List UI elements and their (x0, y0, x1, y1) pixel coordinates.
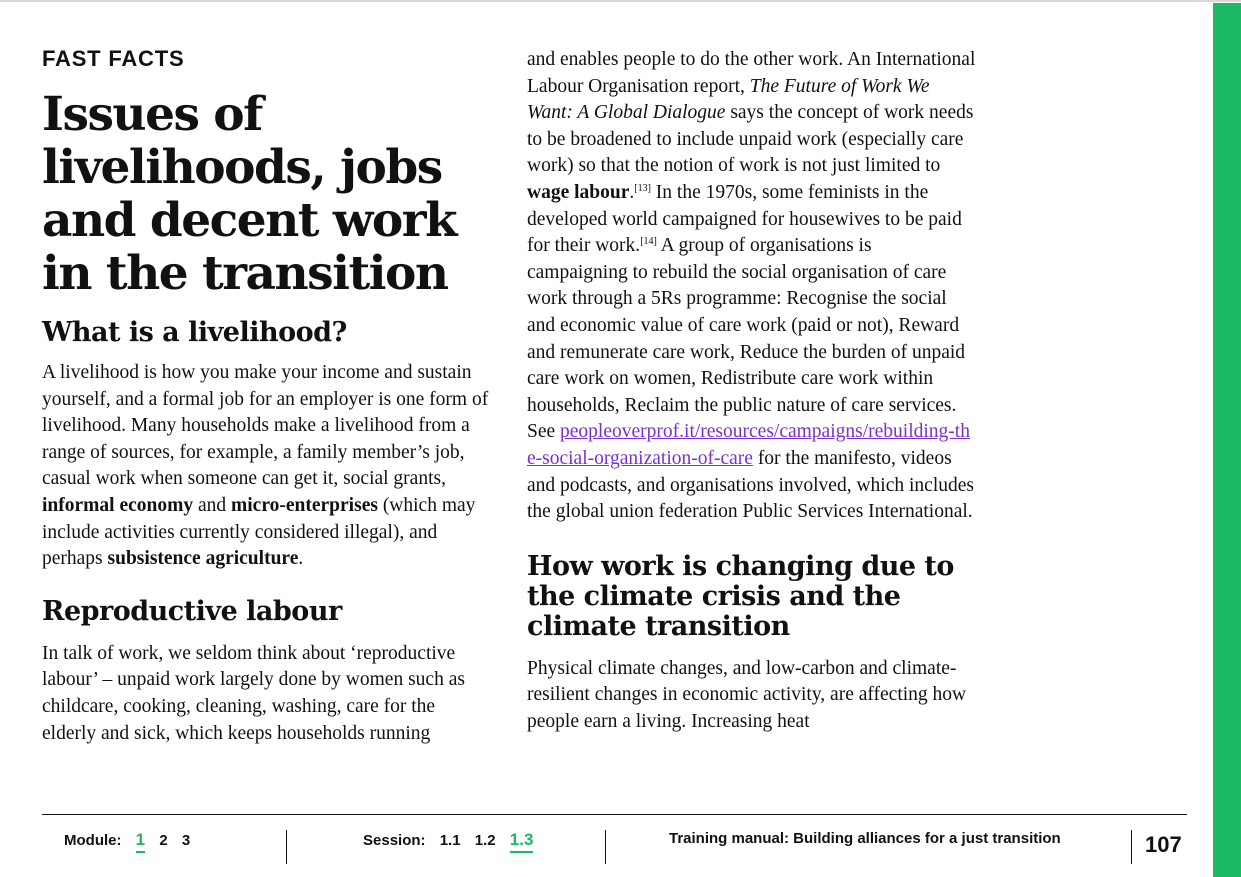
paragraph-livelihood (42, 360, 492, 573)
term-micro-enterprises: micro-enterprises (231, 494, 378, 516)
title-line: and decent work (42, 193, 457, 248)
session-nav (363, 830, 533, 853)
right-column (527, 47, 977, 735)
heading-livelihood: What is a livelihood? (42, 317, 347, 348)
paragraph-climate-work: Physical climate changes, and low-carbon and climate-resilient changes in economic activity, are affecting how people earn a living. Increasing heat (527, 657, 967, 732)
care-campaign-link[interactable]: peopleoverprof.it/resources/campaigns/rebuilding-the-social-organization-of-care (527, 421, 970, 469)
accent-sidebar (1213, 3, 1241, 877)
text-run: and (193, 494, 232, 516)
text-run: . (629, 181, 635, 203)
text-run: A group of organisations is campaigning to rebuild the social organisation of care work through a 5Rs programme: Recognise the social and economic value of care work (paid or not), Reward and remunerate care work, Reduce the burden of unpaid care work on women, Redistribute care work within households, Reclaim the public nature of care services. See (527, 235, 966, 443)
heading-reproductive-labour: Reproductive labour (42, 595, 342, 627)
report-title: The Future of Work We Want: A Global Dialogue (527, 75, 930, 124)
module-link-2[interactable]: 2 (159, 832, 168, 849)
session-label: Session: (363, 832, 426, 849)
title-line: in the transition (42, 246, 448, 301)
term-informal-economy: informal economy (42, 494, 194, 516)
manual-title: Training manual: Building alliances for a just transition (669, 830, 1061, 847)
session-link-1-2[interactable]: 1.2 (474, 832, 496, 849)
session-link-1-3[interactable]: 1.3 (510, 830, 534, 853)
section-kicker: FAST FACTS (42, 46, 185, 71)
text-run: for the manifesto, videos and podcasts, and organisations involved, which includes the global union federation Public Services International. (527, 447, 974, 523)
text-run: (which may include activities currently considered illegal), and perhaps (42, 494, 476, 570)
text-run: A livelihood is how you make your income and sustain yourself, and a formal job for an employer is one form of livelihood. Many households make a livelihood from a range of sources, for example, a family member’s job, casual work when someone can get it, social grants, (42, 362, 489, 490)
text-run: says the concept of work needs to be broadened to include unpaid work (especially care work) so that the notion of work is not just limited to (527, 102, 974, 177)
paragraph-care-work (527, 47, 977, 526)
term-wage-labour: wage labour (527, 181, 630, 203)
heading-climate-work: How work is changing due to the climate crisis and the climate transition (527, 550, 954, 642)
title-line: livelihoods, jobs (42, 140, 442, 195)
left-column (42, 44, 492, 747)
footer-rule (42, 814, 1187, 815)
text-run: In the 1970s, some feminists in the developed world campaigned for housewives to be paid for their work. (527, 181, 962, 257)
module-nav (64, 830, 190, 853)
page-number: 107 (1145, 832, 1182, 857)
paragraph-reproductive-labour: In talk of work, we seldom think about ‘reproductive labour’ – unpaid work largely done by women such as childcare, cooking, cleaning, washing, care for the elderly and sick, which keeps households running (42, 642, 465, 744)
text-run: and enables people to do the other work. An International Labour Organisation report, (527, 49, 976, 97)
module-link-3[interactable]: 3 (181, 832, 191, 849)
session-link-1-1[interactable]: 1.1 (439, 832, 461, 849)
module-link-1[interactable]: 1 (136, 830, 145, 853)
footer-divider (1131, 830, 1132, 864)
module-label: Module: (64, 832, 122, 849)
page-title (42, 88, 492, 300)
title-line: Issues of (42, 87, 262, 142)
footer-divider (605, 830, 606, 864)
top-rule (0, 0, 1241, 2)
footnote-ref-13[interactable]: [13] (634, 182, 651, 194)
text-run: . (298, 548, 304, 570)
footer-divider (286, 830, 287, 864)
term-subsistence-agriculture: subsistence agriculture (107, 548, 299, 570)
footnote-ref-14[interactable]: [14] (640, 236, 657, 248)
